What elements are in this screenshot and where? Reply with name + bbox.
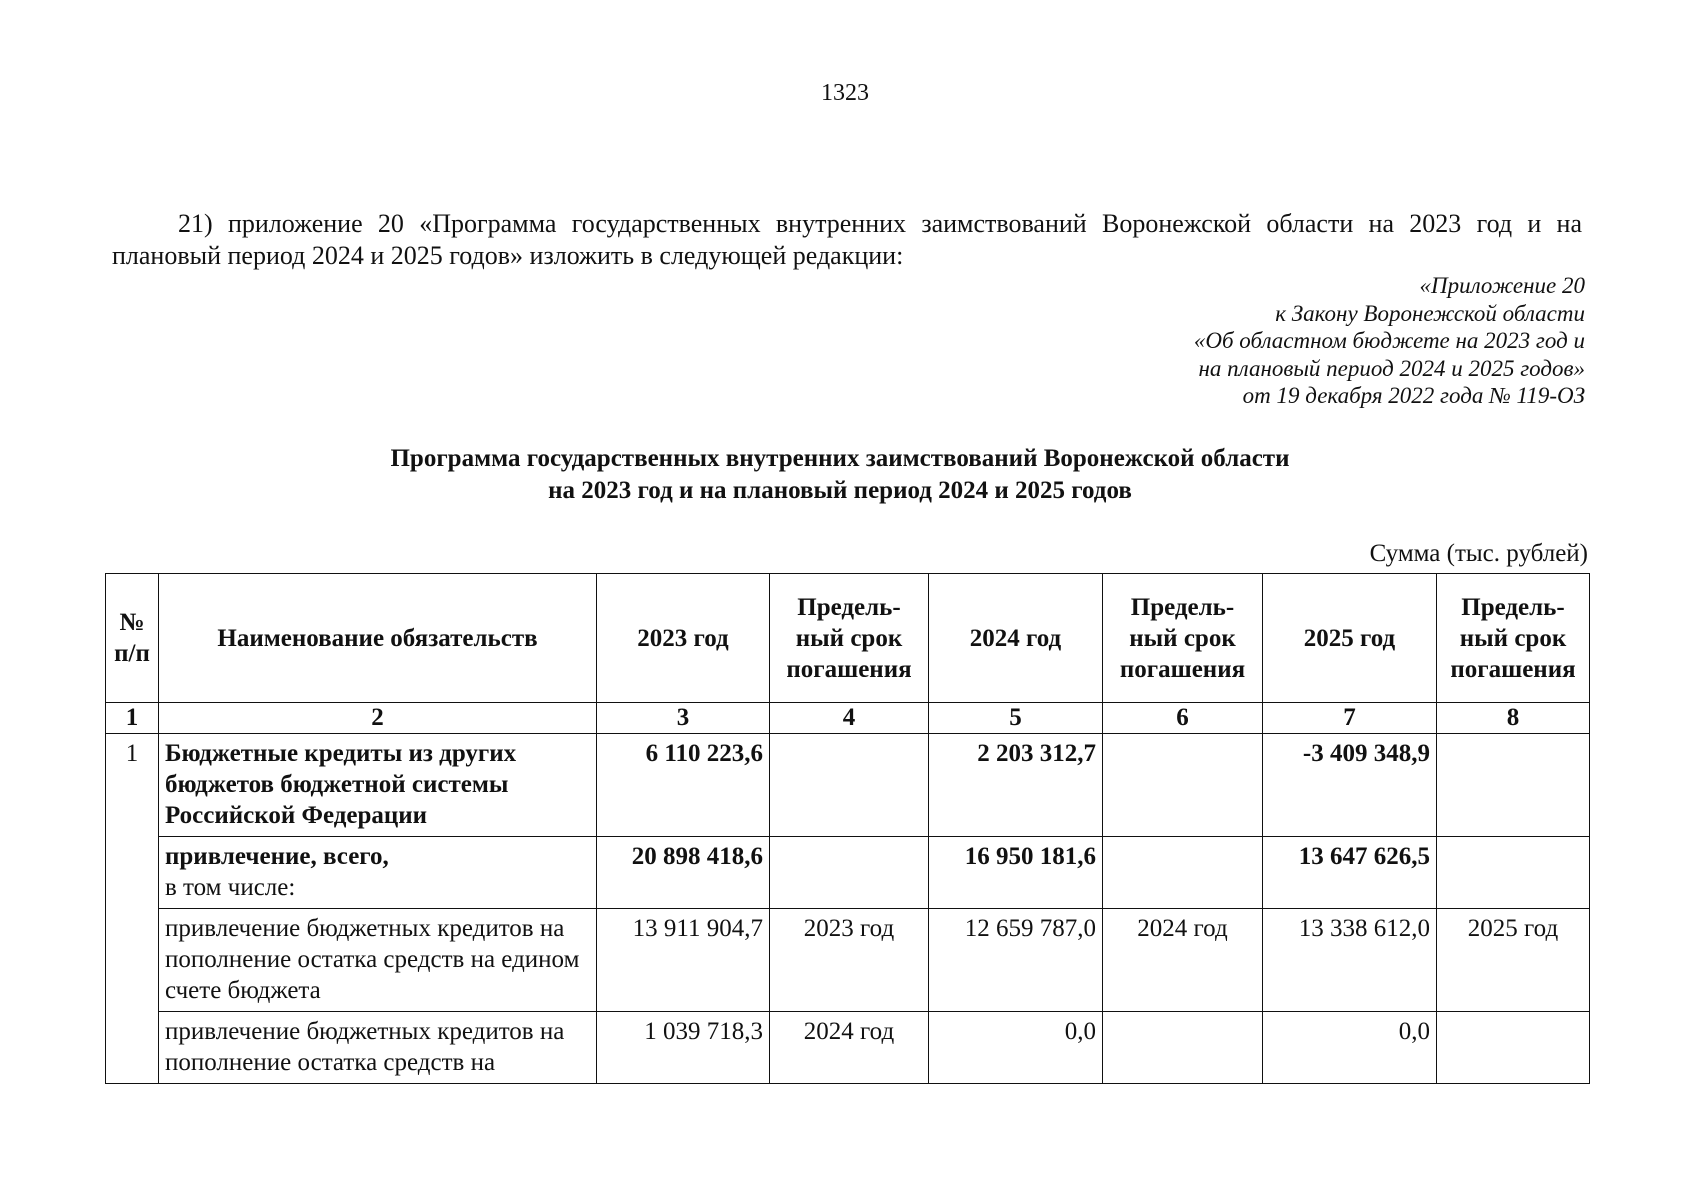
column-number: 2 [159,703,597,734]
term-2024 [1103,837,1263,909]
amount-2024: 16 950 181,6 [929,837,1103,909]
amount-2023: 6 110 223,6 [597,734,770,837]
amount-2023: 1 039 718,3 [597,1012,770,1084]
column-number: 5 [929,703,1103,734]
term-2024 [1103,1012,1263,1084]
header-cell: 2024 год [929,574,1103,703]
page-number: 1323 [821,80,869,106]
column-number: 3 [597,703,770,734]
column-number: 4 [770,703,929,734]
document-title [200,443,1480,507]
table-row [106,734,1590,837]
term-2025: 2025 год [1437,909,1590,1012]
column-numbering-row [106,703,1590,734]
term-2025 [1437,837,1590,909]
document-title-line: Программа государственных внутренних заимствований Воронежской области [390,445,1290,472]
header-cell: Предель-ный срок погашения [1437,574,1590,703]
appendix-note-line: «Об областном бюджете на 2023 год и [1193,328,1585,353]
amount-2023: 20 898 418,6 [597,837,770,909]
column-number: 6 [1103,703,1263,734]
column-number: 7 [1263,703,1437,734]
appendix-note-line: от 19 декабря 2022 года № 119-ОЗ [1242,383,1585,408]
table-row [106,909,1590,1012]
obligation-name: Бюджетные кредиты из других бюджетов бюджетной системы Российской Федерации [159,734,597,837]
obligation-name: привлечение бюджетных кредитов на пополнение остатка средств на едином счете бюджета [159,909,597,1012]
appendix-note-line: «Приложение 20 [1419,273,1585,298]
term-2024 [1103,734,1263,837]
obligation-sub-note: в том числе: [165,874,296,901]
amount-2025: 13 647 626,5 [1263,837,1437,909]
borrowings-table [105,573,1590,1084]
amount-2025: -3 409 348,9 [1263,734,1437,837]
term-2023 [770,837,929,909]
header-cell: Предель-ный срок погашения [1103,574,1263,703]
column-number: 1 [106,703,159,734]
header-cell: 2023 год [597,574,770,703]
amount-2023: 13 911 904,7 [597,909,770,1012]
term-2025 [1437,1012,1590,1084]
header-cell: Наименование обязательств [159,574,597,703]
column-number: 8 [1437,703,1590,734]
appendix-note-line: на плановый период 2024 и 2025 годов» [1198,355,1585,381]
amount-2024: 0,0 [929,1012,1103,1084]
term-2024: 2024 год [1103,909,1263,1012]
header-cell: Предель-ный срок погашения [770,574,929,703]
intro-paragraph: 21) приложение 20 «Программа государственных внутренних заимствований Воронежской области на 2023 год и на плановый период 2024 и 2025 годов» изложить в следующей редакции: [112,209,1582,270]
table-header-row [106,574,1590,703]
amount-2025: 13 338 612,0 [1263,909,1437,1012]
obligation-name-text: привлечение, всего, [165,843,389,870]
header-cell: № п/п [106,574,159,703]
unit-note: Сумма (тыс. рублей) [1369,540,1588,567]
header-cell: 2025 год [1263,574,1437,703]
term-2023: 2024 год [770,1012,929,1084]
appendix-note-line: к Закону Воронежской области [1275,300,1585,326]
table-row [106,1012,1590,1084]
term-2025 [1437,734,1590,837]
table-row [106,837,1590,909]
amount-2024: 2 203 312,7 [929,734,1103,837]
row-number: 1 [106,734,159,1084]
obligation-name: привлечение бюджетных кредитов на пополнение остатка средств на [159,1012,597,1084]
appendix-note [1025,272,1585,410]
amount-2025: 0,0 [1263,1012,1437,1084]
term-2023 [770,734,929,837]
document-title-line: на 2023 год и на плановый период 2024 и 2025 годов [548,477,1132,504]
term-2023: 2023 год [770,909,929,1012]
amount-2024: 12 659 787,0 [929,909,1103,1012]
obligation-name [159,837,597,909]
